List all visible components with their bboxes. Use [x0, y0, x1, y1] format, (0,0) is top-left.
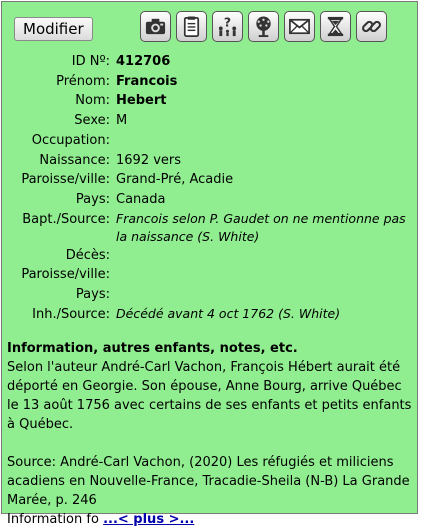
inh-source-value: Décédé avant 4 oct 1762 (S. White): [116, 305, 341, 321]
camera-icon[interactable]: [140, 11, 171, 42]
paroisse-naissance-label: Paroisse/ville:: [21, 172, 110, 188]
naissance-label: Naissance:: [39, 152, 110, 168]
paroisse-naissance-value: Grand-Pré, Acadie: [116, 172, 234, 188]
naissance-row: [2, 151, 417, 171]
paroisse-deces-row: [2, 265, 417, 285]
occupation-value: [116, 131, 412, 151]
bapt-source-value: Francois selon P. Gaudet on ne mentionne pas la naissance (S. White): [116, 210, 406, 244]
pays-naissance-value: Canada: [116, 191, 166, 207]
naissance-value: 1692 vers: [116, 152, 182, 168]
id-row: [2, 52, 417, 72]
record-fields: [2, 52, 417, 324]
occupation-label: Occupation:: [31, 132, 110, 148]
hourglass-icon[interactable]: [320, 11, 351, 42]
notes-truncated-line: [7, 510, 412, 529]
envelope-icon[interactable]: [284, 11, 315, 42]
inh-source-label: Inh./Source:: [32, 306, 110, 322]
pays-deces-value: [116, 285, 412, 305]
person-record-panel: [1, 1, 418, 527]
family-tree-icon[interactable]: [248, 11, 279, 42]
id-label: ID Nº:: [71, 54, 110, 69]
modify-button[interactable]: Modifier: [14, 17, 93, 41]
pays-naissance-row: [2, 190, 417, 210]
family-question-icon[interactable]: [212, 11, 243, 42]
deces-label: Décès:: [65, 247, 110, 263]
pays-naissance-label: Pays:: [75, 191, 110, 207]
deces-value: [116, 246, 412, 266]
icon-toolbar: [140, 11, 387, 42]
deces-row: [2, 246, 417, 266]
id-value: 412706: [116, 54, 171, 69]
pays-deces-label: Pays:: [75, 287, 110, 303]
pays-deces-row: [2, 285, 417, 305]
prenom-label: Prénom:: [56, 73, 110, 89]
nom-value: Hebert: [116, 93, 167, 109]
sexe-row: [2, 111, 417, 131]
notes-spacer: [7, 434, 412, 453]
inh-source-row: [2, 305, 417, 325]
paroisse-deces-label: Paroisse/ville:: [21, 267, 110, 283]
bapt-source-label: Bapt./Source:: [22, 211, 110, 227]
prenom-value: Francois: [116, 73, 178, 89]
notes-title: Information, autres enfants, notes, etc.: [7, 341, 298, 356]
notes-source: Source: André-Carl Vachon, (2020) Les réfugiés et miliciens acadiens en Nouvelle-France, Tracadie-Sheila (N-B) La Grande Marée, p. 246: [7, 455, 410, 508]
prenom-row: [2, 72, 417, 92]
nom-row: [2, 91, 417, 111]
sexe-value: M: [116, 113, 128, 129]
notes-section: [7, 339, 412, 529]
occupation-row: [2, 131, 417, 151]
more-link[interactable]: ...< plus >...: [103, 512, 195, 527]
paroisse-naissance-row: [2, 170, 417, 190]
notes-paragraph: Selon l'auteur André-Carl Vachon, François Hébert aurait été déporté en Georgie. Son épouse, Anne Bourg, arrive Québec le 13 août 1756 avec certains de ses enfants et petits enfants à Québec.: [7, 360, 412, 432]
link-icon[interactable]: [356, 11, 387, 42]
toolbar: [14, 11, 409, 47]
paroisse-deces-value: [116, 265, 412, 285]
sexe-label: Sexe:: [74, 113, 110, 129]
svg-text:?: ?: [223, 15, 232, 30]
bapt-source-row: [2, 210, 417, 246]
notes-truncated-text: Information fo: [7, 512, 99, 527]
nom-label: Nom:: [75, 93, 110, 109]
notepad-icon[interactable]: [176, 11, 207, 42]
